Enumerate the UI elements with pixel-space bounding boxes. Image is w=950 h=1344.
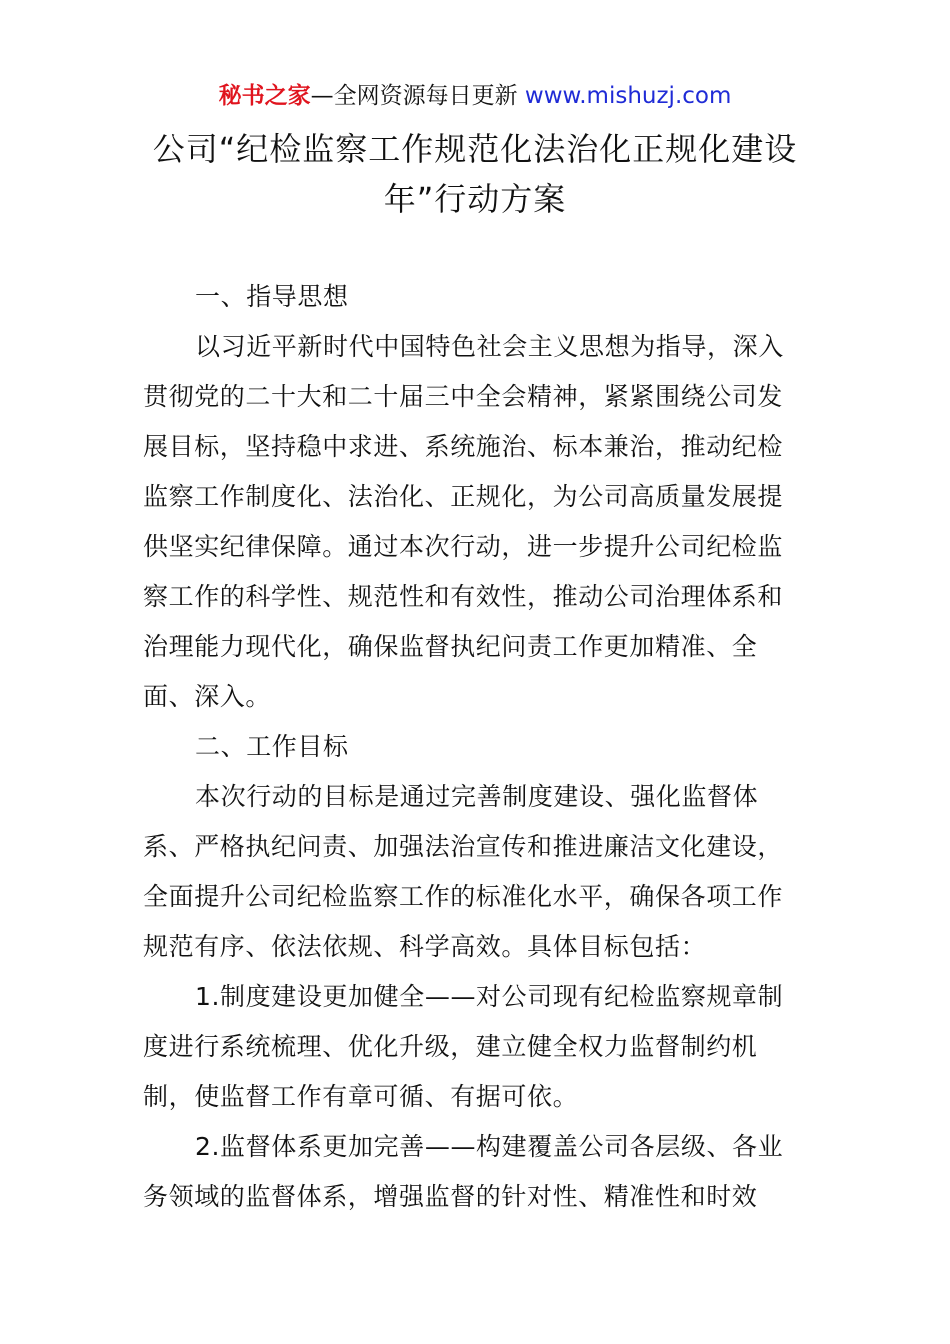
title-line-1: 公司“纪检监察工作规范化法治化正规化建设 — [152, 130, 798, 168]
text-line: 系、严格执纪问责、加强法治宣传和推进廉洁文化建设， — [143, 832, 784, 861]
text-line: 以习近平新时代中国特色社会主义思想为指导，深入 — [195, 332, 784, 361]
text-line: 务领域的监督体系，增强监督的针对性、精准性和时效 — [143, 1182, 758, 1211]
banner-tagline: —全网资源每日更新 — [310, 83, 525, 109]
text-line: 度进行系统梳理、优化升级，建立健全权力监督制约机 — [143, 1032, 758, 1061]
text-line: 制，使监督工作有章可循、有据可依。 — [143, 1082, 579, 1111]
text-line: 供坚实纪律保障。通过本次行动，进一步提升公司纪检监 — [143, 532, 784, 561]
text-line: 察工作的科学性、规范性和有效性，推动公司治理体系和 — [143, 582, 784, 611]
section-heading-work-goals: 二、工作目标 — [195, 732, 349, 761]
text-line: 2.监督体系更加完善——构建覆盖公司各层级、各业 — [195, 1132, 784, 1161]
title-line-2: 年”行动方案 — [383, 180, 567, 218]
paragraph-goal-2 — [143, 1122, 807, 1222]
section-heading-guiding-thought: 一、指导思想 — [195, 282, 349, 311]
text-line: 监察工作制度化、法治化、正规化，为公司高质量发展提 — [143, 482, 784, 511]
paragraph-goal-1 — [143, 972, 807, 1122]
text-line: 展目标，坚持稳中求进、系统施治、标本兼治，推动纪检 — [143, 432, 784, 461]
document-body — [143, 272, 807, 1222]
text-line: 规范有序、依法依规、科学高效。具体目标包括： — [143, 932, 707, 961]
text-line: 治理能力现代化，确保监督执纪问责工作更加精准、全 — [143, 632, 758, 661]
text-line: 贯彻党的二十大和二十届三中全会精神，紧紧围绕公司发 — [143, 382, 784, 411]
text-line: 本次行动的目标是通过完善制度建设、强化监督体 — [195, 782, 759, 811]
paragraph-guiding-thought — [143, 322, 807, 722]
paragraph-work-goals — [143, 772, 807, 972]
text-line: 面、深入。 — [143, 682, 272, 711]
brand-name: 秘书之家 — [218, 83, 311, 109]
text-line: 全面提升公司纪检监察工作的标准化水平，确保各项工作 — [143, 882, 784, 911]
document-title — [60, 124, 890, 224]
site-banner — [0, 78, 950, 114]
site-url-link[interactable]: www.mishuzj.com — [524, 83, 732, 109]
text-line: 1.制度建设更加健全——对公司现有纪检监察规章制 — [195, 982, 784, 1011]
